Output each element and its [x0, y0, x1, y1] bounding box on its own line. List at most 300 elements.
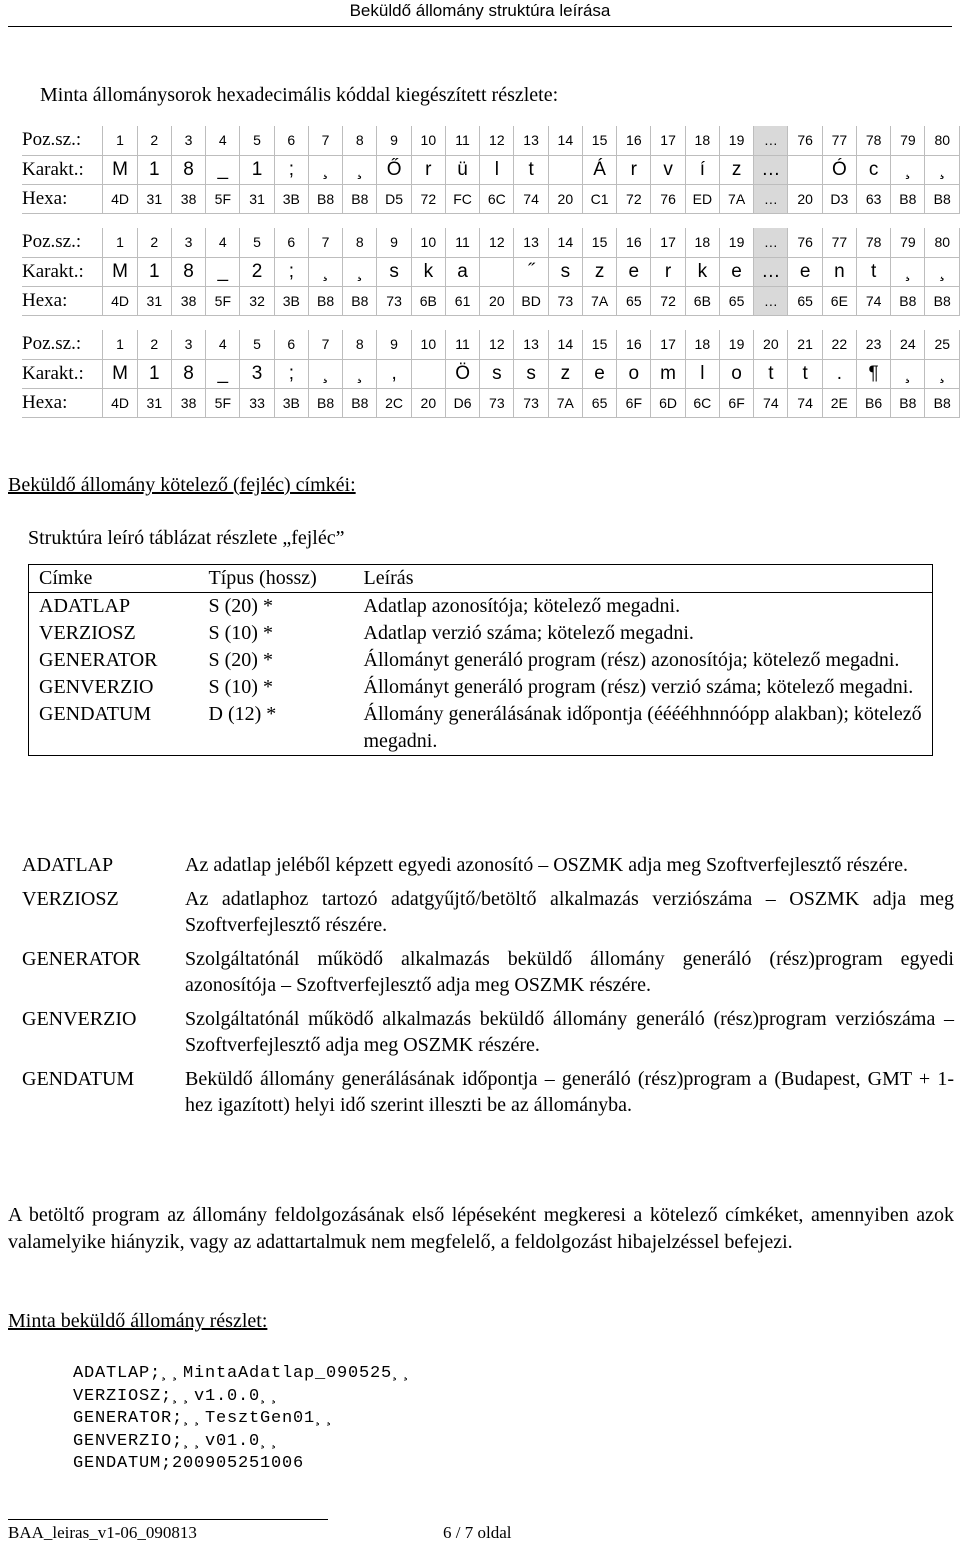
- type-cell: S (20) *: [208, 649, 273, 671]
- label-cell: GENERATOR: [39, 649, 158, 671]
- hex-cell: 2: [137, 126, 171, 155]
- hex-cell: M: [103, 359, 137, 388]
- position-row: [22, 330, 960, 359]
- hex-cell: 31: [137, 286, 171, 315]
- hex-cell: 12: [480, 330, 514, 359]
- character-row: [22, 155, 960, 184]
- hex-cell: k: [411, 257, 445, 286]
- hex-cell: 5F: [206, 286, 240, 315]
- hex-cell: 12: [480, 126, 514, 155]
- hex-cell: 3: [171, 126, 205, 155]
- hex-cell: 78: [856, 228, 890, 257]
- hex-cell: 1: [240, 155, 274, 184]
- hex-cell: 65: [617, 286, 651, 315]
- hex-cell: FC: [445, 184, 479, 213]
- hex-cell: D5: [377, 184, 411, 213]
- hex-cell: _: [206, 359, 240, 388]
- hex-cell: 19: [719, 330, 753, 359]
- hex-cell: 6F: [617, 388, 651, 417]
- hex-cell: 13: [514, 330, 548, 359]
- hex-cell: 6C: [480, 184, 514, 213]
- footer-page-number: 6 / 7 oldal: [443, 1523, 512, 1542]
- hex-cell: t: [514, 155, 548, 184]
- hex-cell: 8: [171, 155, 205, 184]
- hex-cell: ¸: [891, 257, 925, 286]
- hex-cell: 74: [754, 388, 788, 417]
- structure-table: [28, 564, 933, 756]
- hex-row: [22, 388, 960, 417]
- hex-cell: ¸: [308, 359, 342, 388]
- hex-cell: c: [856, 155, 890, 184]
- hex-cell: 1: [137, 257, 171, 286]
- type-cell: D (12) *: [208, 703, 277, 725]
- hex-cell: 61: [445, 286, 479, 315]
- hex-cell: 74: [788, 388, 822, 417]
- type-cell: S (10) *: [208, 622, 273, 644]
- row-label: Karakt.:: [22, 359, 103, 388]
- hex-cell: 10: [411, 330, 445, 359]
- hex-cell: 73: [514, 388, 548, 417]
- hex-cell: ,: [377, 359, 411, 388]
- structure-table-header: [29, 565, 933, 593]
- hex-cell: 9: [377, 330, 411, 359]
- hex-cell: s: [377, 257, 411, 286]
- hex-cell: 18: [685, 228, 719, 257]
- hex-cell: t: [788, 359, 822, 388]
- hex-cell: 4D: [103, 388, 137, 417]
- hex-cell: 76: [788, 228, 822, 257]
- hex-cell: 19: [719, 126, 753, 155]
- hex-cell: ¸: [343, 155, 377, 184]
- hex-cell: ¸: [308, 257, 342, 286]
- hex-cell: 20: [411, 388, 445, 417]
- hex-cell: 11: [445, 330, 479, 359]
- hex-cell: 77: [822, 126, 856, 155]
- hex-cell: 5: [240, 228, 274, 257]
- hex-cell: 23: [856, 330, 890, 359]
- hex-cell: 1: [103, 126, 137, 155]
- hex-cell: 8: [343, 228, 377, 257]
- code-line: GENERATOR;¸¸TesztGen01¸¸: [73, 1409, 338, 1428]
- hex-cell: 5: [240, 126, 274, 155]
- code-line: GENDATUM;200905251006: [73, 1454, 305, 1473]
- hex-cell: 7: [308, 126, 342, 155]
- hex-cell: 18: [685, 126, 719, 155]
- hex-cell: 8: [343, 330, 377, 359]
- hex-cell: B8: [925, 184, 960, 213]
- hex-cell: Ö: [445, 359, 479, 388]
- hex-cell: BD: [514, 286, 548, 315]
- hex-cell: …: [754, 155, 788, 184]
- hex-cell: e: [719, 257, 753, 286]
- definition-list: [22, 852, 954, 1126]
- table-row: [29, 674, 933, 701]
- hex-cell: 7A: [548, 388, 582, 417]
- definition-term: VERZIOSZ: [22, 888, 119, 910]
- hex-cell: ¸: [925, 155, 960, 184]
- hex-cell: 13: [514, 126, 548, 155]
- hex-cell: z: [719, 155, 753, 184]
- hex-cell: M: [103, 257, 137, 286]
- hex-cell: ¸: [308, 155, 342, 184]
- hex-cell: 73: [480, 388, 514, 417]
- hex-cell: 31: [137, 184, 171, 213]
- hex-cell: B8: [308, 286, 342, 315]
- hex-cell: [788, 155, 822, 184]
- hex-cell: _: [206, 155, 240, 184]
- hex-cell: 2C: [377, 388, 411, 417]
- position-row: [22, 228, 960, 257]
- hex-cell: …: [754, 126, 788, 155]
- header-cell: Címke: [29, 565, 199, 593]
- hex-cell: 72: [411, 184, 445, 213]
- hex-cell: 6: [274, 228, 308, 257]
- hex-cell: 16: [617, 330, 651, 359]
- hex-cell: 2: [137, 228, 171, 257]
- definition-item: [22, 1066, 954, 1118]
- hex-cell: 9: [377, 126, 411, 155]
- row-label: Hexa:: [22, 388, 103, 417]
- hex-cell: 14: [548, 126, 582, 155]
- hex-cell: 4: [206, 126, 240, 155]
- hex-cell: 65: [719, 286, 753, 315]
- hex-cell: 21: [788, 330, 822, 359]
- hex-cell: ¸: [925, 257, 960, 286]
- definition-item: [22, 946, 954, 998]
- code-sample: [73, 1363, 414, 1476]
- hex-cell: D3: [822, 184, 856, 213]
- label-cell: VERZIOSZ: [39, 622, 136, 644]
- hex-cell: 6: [274, 330, 308, 359]
- hex-cell: 1: [103, 228, 137, 257]
- sample-heading: Minta beküldő állomány részlet:: [8, 1310, 268, 1332]
- hex-cell: 7: [308, 228, 342, 257]
- hex-cell: 76: [651, 184, 685, 213]
- hex-cell: 31: [137, 388, 171, 417]
- hex-cell: 11: [445, 228, 479, 257]
- hex-cell: o: [719, 359, 753, 388]
- hex-cell: 6B: [411, 286, 445, 315]
- hex-cell: 20: [480, 286, 514, 315]
- definition-term: ADATLAP: [22, 854, 114, 876]
- hex-cell: 4D: [103, 184, 137, 213]
- hex-cell: 16: [617, 228, 651, 257]
- hex-cell: 1: [137, 359, 171, 388]
- hex-cell: m: [651, 359, 685, 388]
- hex-cell: 15: [582, 330, 616, 359]
- hex-cell: 20: [754, 330, 788, 359]
- footer-rule: [8, 1519, 328, 1520]
- hex-cell: M: [103, 155, 137, 184]
- header-cell: Leírás: [354, 565, 933, 593]
- definition-description: Szolgáltatónál működő alkalmazás beküldő állomány generáló (rész)program verziószáma – Szoftverfejlesztő adja meg OSZMK részére.: [185, 1008, 954, 1056]
- row-label: Karakt.:: [22, 257, 103, 286]
- hex-cell: 17: [651, 330, 685, 359]
- hex-cell: 74: [514, 184, 548, 213]
- hex-cell: s: [514, 359, 548, 388]
- table-row: [29, 647, 933, 674]
- hex-cell: 2: [240, 257, 274, 286]
- hex-cell: 38: [171, 286, 205, 315]
- definition-item: [22, 852, 954, 878]
- code-line: ADATLAP;¸¸MintaAdatlap_090525¸¸: [73, 1364, 415, 1383]
- hex-cell: [411, 359, 445, 388]
- hex-cell: a: [445, 257, 479, 286]
- definition-item: [22, 886, 954, 938]
- hex-cell: B8: [925, 286, 960, 315]
- hex-cell: t: [856, 257, 890, 286]
- definition-description: Az adatlaphoz tartozó adatgyűjtő/betöltő alkalmazás verziószáma – OSZMK adja meg Szoftverfejlesztő részére.: [185, 888, 954, 936]
- hex-cell: …: [754, 286, 788, 315]
- hex-cell: ¸: [925, 359, 960, 388]
- hex-cell: 8: [171, 257, 205, 286]
- hex-cell: 13: [514, 228, 548, 257]
- hex-cell: 5F: [206, 388, 240, 417]
- hex-table-1: [22, 126, 960, 214]
- hex-cell: k: [685, 257, 719, 286]
- hex-cell: t: [754, 359, 788, 388]
- hex-cell: 79: [891, 126, 925, 155]
- character-row: [22, 359, 960, 388]
- type-cell: S (20) *: [208, 595, 273, 617]
- description-cell: Állományt generáló program (rész) verzió száma; kötelező megadni.: [363, 676, 914, 698]
- hex-cell: r: [617, 155, 651, 184]
- row-label: Poz.sz.:: [22, 330, 103, 359]
- hex-cell: 15: [582, 126, 616, 155]
- hex-cell: …: [754, 257, 788, 286]
- hex-cell: 25: [925, 330, 960, 359]
- table-caption: Struktúra leíró táblázat részlete „fejléc”: [28, 527, 345, 549]
- hex-cell: 6D: [651, 388, 685, 417]
- table-row: [29, 620, 933, 647]
- hex-cell: 14: [548, 228, 582, 257]
- hex-cell: z: [548, 359, 582, 388]
- hex-cell: 24: [891, 330, 925, 359]
- hex-cell: 8: [343, 126, 377, 155]
- hex-cell: 18: [685, 330, 719, 359]
- hex-cell: o: [617, 359, 651, 388]
- hex-row: [22, 286, 960, 315]
- hex-cell: 3: [171, 330, 205, 359]
- hex-cell: 3: [171, 228, 205, 257]
- definition-description: Az adatlap jeléből képzett egyedi azonosító – OSZMK adja meg Szoftverfejlesztő részére.: [185, 854, 909, 876]
- hex-cell: 65: [582, 388, 616, 417]
- hex-cell: 2E: [822, 388, 856, 417]
- hex-cell: B8: [343, 286, 377, 315]
- definition-term: GENVERZIO: [22, 1008, 137, 1030]
- hex-cell: ;: [274, 359, 308, 388]
- hex-cell: l: [685, 359, 719, 388]
- hex-cell: ;: [274, 257, 308, 286]
- hex-cell: 17: [651, 126, 685, 155]
- hex-cell: ˝: [514, 257, 548, 286]
- hex-cell: [548, 155, 582, 184]
- character-row: [22, 257, 960, 286]
- hex-cell: B8: [891, 184, 925, 213]
- table-row: [29, 701, 933, 756]
- hex-cell: v: [651, 155, 685, 184]
- hex-cell: 14: [548, 330, 582, 359]
- hex-cell: 20: [788, 184, 822, 213]
- hex-cell: 5F: [206, 184, 240, 213]
- hex-cell: 17: [651, 228, 685, 257]
- hex-cell: 77: [822, 228, 856, 257]
- hex-cell: 73: [377, 286, 411, 315]
- hex-cell: 4D: [103, 286, 137, 315]
- definition-description: Beküldő állomány generálásának időpontja – generáló (rész)program a (Budapest, GMT + 1-hez igazított) helyi idő szerint illeszti be az állományba.: [185, 1068, 954, 1116]
- hex-cell: 1: [137, 155, 171, 184]
- description-cell: Állományt generáló program (rész) azonosítója; kötelező megadni.: [363, 649, 900, 671]
- hex-cell: 7A: [719, 184, 753, 213]
- definition-term: GENERATOR: [22, 948, 141, 970]
- hex-cell: 1: [103, 330, 137, 359]
- hex-cell: .: [822, 359, 856, 388]
- code-line: VERZIOSZ;¸¸v1.0.0¸¸: [73, 1386, 283, 1406]
- hex-cell: B8: [308, 184, 342, 213]
- section-heading: Beküldő állomány kötelező (fejléc) címkéi:: [8, 474, 356, 496]
- hex-row: [22, 184, 960, 213]
- hex-cell: 73: [548, 286, 582, 315]
- hex-cell: 79: [891, 228, 925, 257]
- footer-doc-id: BAA_leiras_v1-06_090813: [8, 1523, 197, 1542]
- hex-cell: e: [617, 257, 651, 286]
- hex-cell: B8: [891, 388, 925, 417]
- hex-cell: 3: [240, 359, 274, 388]
- type-cell: S (10) *: [208, 676, 273, 698]
- hex-cell: 11: [445, 126, 479, 155]
- hex-cell: 10: [411, 228, 445, 257]
- hex-cell: B6: [856, 388, 890, 417]
- hex-cell: Ő: [377, 155, 411, 184]
- hex-cell: 8: [171, 359, 205, 388]
- hex-cell: 3B: [274, 184, 308, 213]
- header-cell: Típus (hossz): [199, 565, 354, 593]
- hex-cell: 63: [856, 184, 890, 213]
- row-label: Karakt.:: [22, 155, 103, 184]
- label-cell: GENVERZIO: [39, 676, 154, 698]
- hex-cell: s: [548, 257, 582, 286]
- definition-description: Szolgáltatónál működő alkalmazás beküldő állomány generáló (rész)program egyedi azonosítója – Szoftverfejlesztő adja meg OSZMK részére.: [185, 948, 954, 996]
- hex-cell: 4: [206, 330, 240, 359]
- hex-cell: 19: [719, 228, 753, 257]
- hex-cell: 5: [240, 330, 274, 359]
- hex-cell: B8: [925, 388, 960, 417]
- code-line: GENVERZIO;¸¸v01.0¸¸: [73, 1431, 283, 1451]
- hex-cell: 31: [240, 184, 274, 213]
- hex-cell: 22: [822, 330, 856, 359]
- hex-cell: 7A: [582, 286, 616, 315]
- document-title: Beküldő állomány struktúra leírása: [349, 1, 611, 20]
- hex-cell: 9: [377, 228, 411, 257]
- hex-cell: ¸: [891, 359, 925, 388]
- hex-cell: 15: [582, 228, 616, 257]
- hex-cell: …: [754, 184, 788, 213]
- definition-item: [22, 1006, 954, 1058]
- hex-cell: 33: [240, 388, 274, 417]
- hex-cell: 6: [274, 126, 308, 155]
- hex-cell: Á: [582, 155, 616, 184]
- row-label: Hexa:: [22, 286, 103, 315]
- hex-table-3: [22, 330, 960, 418]
- header-rule: [8, 26, 952, 27]
- hex-cell: r: [651, 257, 685, 286]
- hex-cell: z: [582, 257, 616, 286]
- body-paragraph: A betöltő program az állomány feldolgozásának első lépéseként megkeresi a kötelező címkéket, amennyiben azok valamelyike hiányzik, vagy az adattartalmuk nem megfelelő, a feldolgozást hibajelzéssel befejezi.: [8, 1204, 954, 1253]
- hex-cell: 16: [617, 126, 651, 155]
- hex-cell: 38: [171, 184, 205, 213]
- hex-cell: 38: [171, 388, 205, 417]
- hex-cell: r: [411, 155, 445, 184]
- hex-cell: e: [788, 257, 822, 286]
- hex-table-2: [22, 228, 960, 316]
- hex-cell: s: [480, 359, 514, 388]
- description-cell: Adatlap azonosítója; kötelező megadni.: [363, 595, 681, 617]
- label-cell: GENDATUM: [39, 703, 152, 725]
- hex-cell: 74: [856, 286, 890, 315]
- hex-cell: 78: [856, 126, 890, 155]
- hex-cell: ü: [445, 155, 479, 184]
- hex-cell: 12: [480, 228, 514, 257]
- hex-cell: _: [206, 257, 240, 286]
- hex-cell: 20: [548, 184, 582, 213]
- hex-cell: 10: [411, 126, 445, 155]
- definition-term: GENDATUM: [22, 1068, 135, 1090]
- hex-cell: 72: [617, 184, 651, 213]
- label-cell: ADATLAP: [39, 595, 131, 617]
- hex-cell: 2: [137, 330, 171, 359]
- hex-cell: 72: [651, 286, 685, 315]
- hex-cell: 6C: [685, 388, 719, 417]
- hex-cell: 6B: [685, 286, 719, 315]
- hex-cell: 80: [925, 126, 960, 155]
- position-row: [22, 126, 960, 155]
- hex-cell: 3B: [274, 286, 308, 315]
- hex-cell: e: [582, 359, 616, 388]
- hex-cell: í: [685, 155, 719, 184]
- hex-cell: …: [754, 228, 788, 257]
- hex-cell: 65: [788, 286, 822, 315]
- hex-cell: 6F: [719, 388, 753, 417]
- hex-cell: n: [822, 257, 856, 286]
- hex-cell: ED: [685, 184, 719, 213]
- hex-cell: 3B: [274, 388, 308, 417]
- hex-cell: ¸: [343, 359, 377, 388]
- hex-cell: Ó: [822, 155, 856, 184]
- hex-cell: 4: [206, 228, 240, 257]
- hex-cell: B8: [343, 388, 377, 417]
- hex-cell: D6: [445, 388, 479, 417]
- hex-cell: B8: [308, 388, 342, 417]
- hex-cell: ;: [274, 155, 308, 184]
- page-header: [0, 0, 960, 26]
- hex-cell: 7: [308, 330, 342, 359]
- row-label: Hexa:: [22, 184, 103, 213]
- hex-cell: ¸: [891, 155, 925, 184]
- hex-cell: B8: [343, 184, 377, 213]
- intro-text: Minta állománysorok hexadecimális kóddal kiegészített részlete:: [40, 84, 559, 106]
- hex-cell: 80: [925, 228, 960, 257]
- description-cell: Állomány generálásának időpontja (ééééhhnnóópp alakban); kötelező megadni.: [363, 703, 922, 752]
- hex-cell: C1: [582, 184, 616, 213]
- hex-cell: l: [480, 155, 514, 184]
- hex-cell: ¸: [343, 257, 377, 286]
- row-label: Poz.sz.:: [22, 228, 103, 257]
- hex-cell: B8: [891, 286, 925, 315]
- description-cell: Adatlap verzió száma; kötelező megadni.: [363, 622, 694, 644]
- hex-cell: ¶: [856, 359, 890, 388]
- hex-cell: 6E: [822, 286, 856, 315]
- hex-cell: 76: [788, 126, 822, 155]
